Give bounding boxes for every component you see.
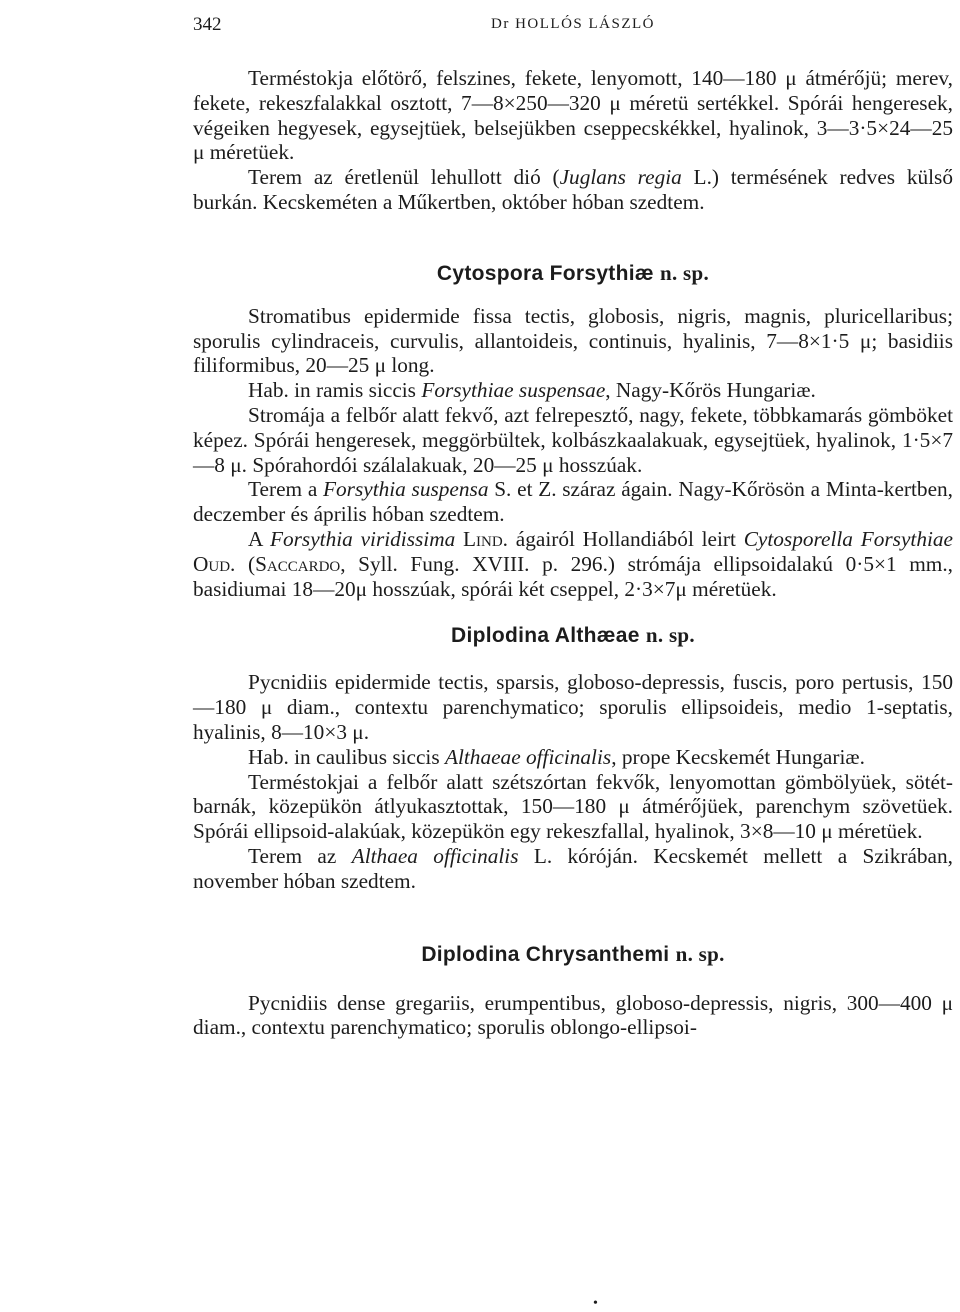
- page-number: 342: [193, 14, 222, 35]
- althaeae-latin-diagnosis: Pycnidiis epidermide tectis, sparsis, globoso-depressis, fuscis, poro pertusis, 150—180 μ diam., contextu parenchymatico; sporulis ellipsoideis, medio 1-septatis, hyalinis, 8—10×3 μ.: [193, 670, 953, 744]
- running-title: Dr HOLLÓS LÁSZLÓ: [491, 16, 655, 32]
- cytospora-locality: Terem a Forsythia suspensa S. et Z. száraz ágain. Nagy-Kőrösön a Minta-kertben, deczember és április hóban szedtem.: [193, 477, 953, 527]
- intro-paragraph-2: Terem az éretlenül lehullott dió (Juglans regia L.) termésének redves külső burkán. Kecskeméten a Műkertben, október hóban szedtem.: [193, 165, 953, 214]
- cytospora-habitat: Hab. in ramis siccis Forsythiae suspensae, Nagy-Kőrös Hungariæ.: [248, 378, 816, 403]
- page-header: [193, 14, 953, 44]
- althaeae-habitat: Hab. in caulibus siccis Althaeae officinalis, prope Kecskemét Hungariæ.: [248, 744, 865, 769]
- section-title-cytospora: Cytospora Forsythiæ n. sp.: [436, 260, 710, 285]
- chrysanthemi-latin-diagnosis: Pycnidiis dense gregariis, erumpentibus, globoso-depressis, nigris, 300—400 μ diam., contextu parenchymatico; sporulis oblongo-ellipsoi-: [193, 990, 953, 1040]
- cytospora-latin-diagnosis: Stromatibus epidermide fissa tectis, globosis, nigris, magnis, pluricellaribus; sporulis cylindraceis, curvulis, allantoideis, continuis, hyalinis, 7—8×1·5 μ; basidiis filiformibus, 20—25 μ long.: [193, 303, 953, 378]
- althaeae-locality: Terem az Althaea officinalis L. kóróján. Kecskemét mellett a Szikrában, november hóban szedtem.: [193, 843, 953, 893]
- cytospora-note: A Forsythia viridissima Lind. ágairól Hollandiából leirt Cytosporella Forsythiae Oud. (Saccardo, Syll. Fung. XVIII. p. 296.) strómája ellipsoidalakú 0·5×1 mm., basidiumai 18—20μ hosszúak, spórái két cseppel, 2·3×7μ méretüek.: [193, 526, 953, 601]
- section-title-diplodina-althaeae: Diplodina Althæae n. sp.: [451, 623, 695, 648]
- page-body: [193, 66, 953, 1040]
- section-title-diplodina-chrysanthemi: Diplodina Chrysanthemi n. sp.: [421, 941, 725, 966]
- cytospora-description: Stromája a felbőr alatt fekvő, azt felrepesztő, nagy, fekete, többkamarás gömböket képez. Spórái hengeresek, meggörbültek, kolbászkaalakuak, egysejtüek, hyalinok, 1·5×7—8 μ. Spórahordói szálalakuak, 20—25 μ hosszúak.: [193, 402, 953, 477]
- footer-mark: •: [593, 1296, 598, 1311]
- intro-paragraph-1: Terméstokja előtörő, felszines, fekete, lenyomott, 140—180 μ átmérőjü; merev, fekete, rekeszfalakkal osztott, 7—8×250—320 μ méretü sertékkel. Spórái hengeresek, végeiken hegyesek, egysejtüek, belsejükben cseppecskékkel, hyalinok, 3—3·5×24—25 μ méretüek.: [193, 66, 953, 165]
- althaeae-description: Terméstokjai a felbőr alatt szétszórtan fekvők, lenyomottan gömbölyüek, sötét-barnák, közepükön átlyukasztottak, 150—180 μ átmérőjüek, parenchym szövetüek. Spórái ellipsoid-alakúak, közepükön egy rekeszfallal, hyalinok, 3×8—10 μ méretüek.: [193, 769, 953, 844]
